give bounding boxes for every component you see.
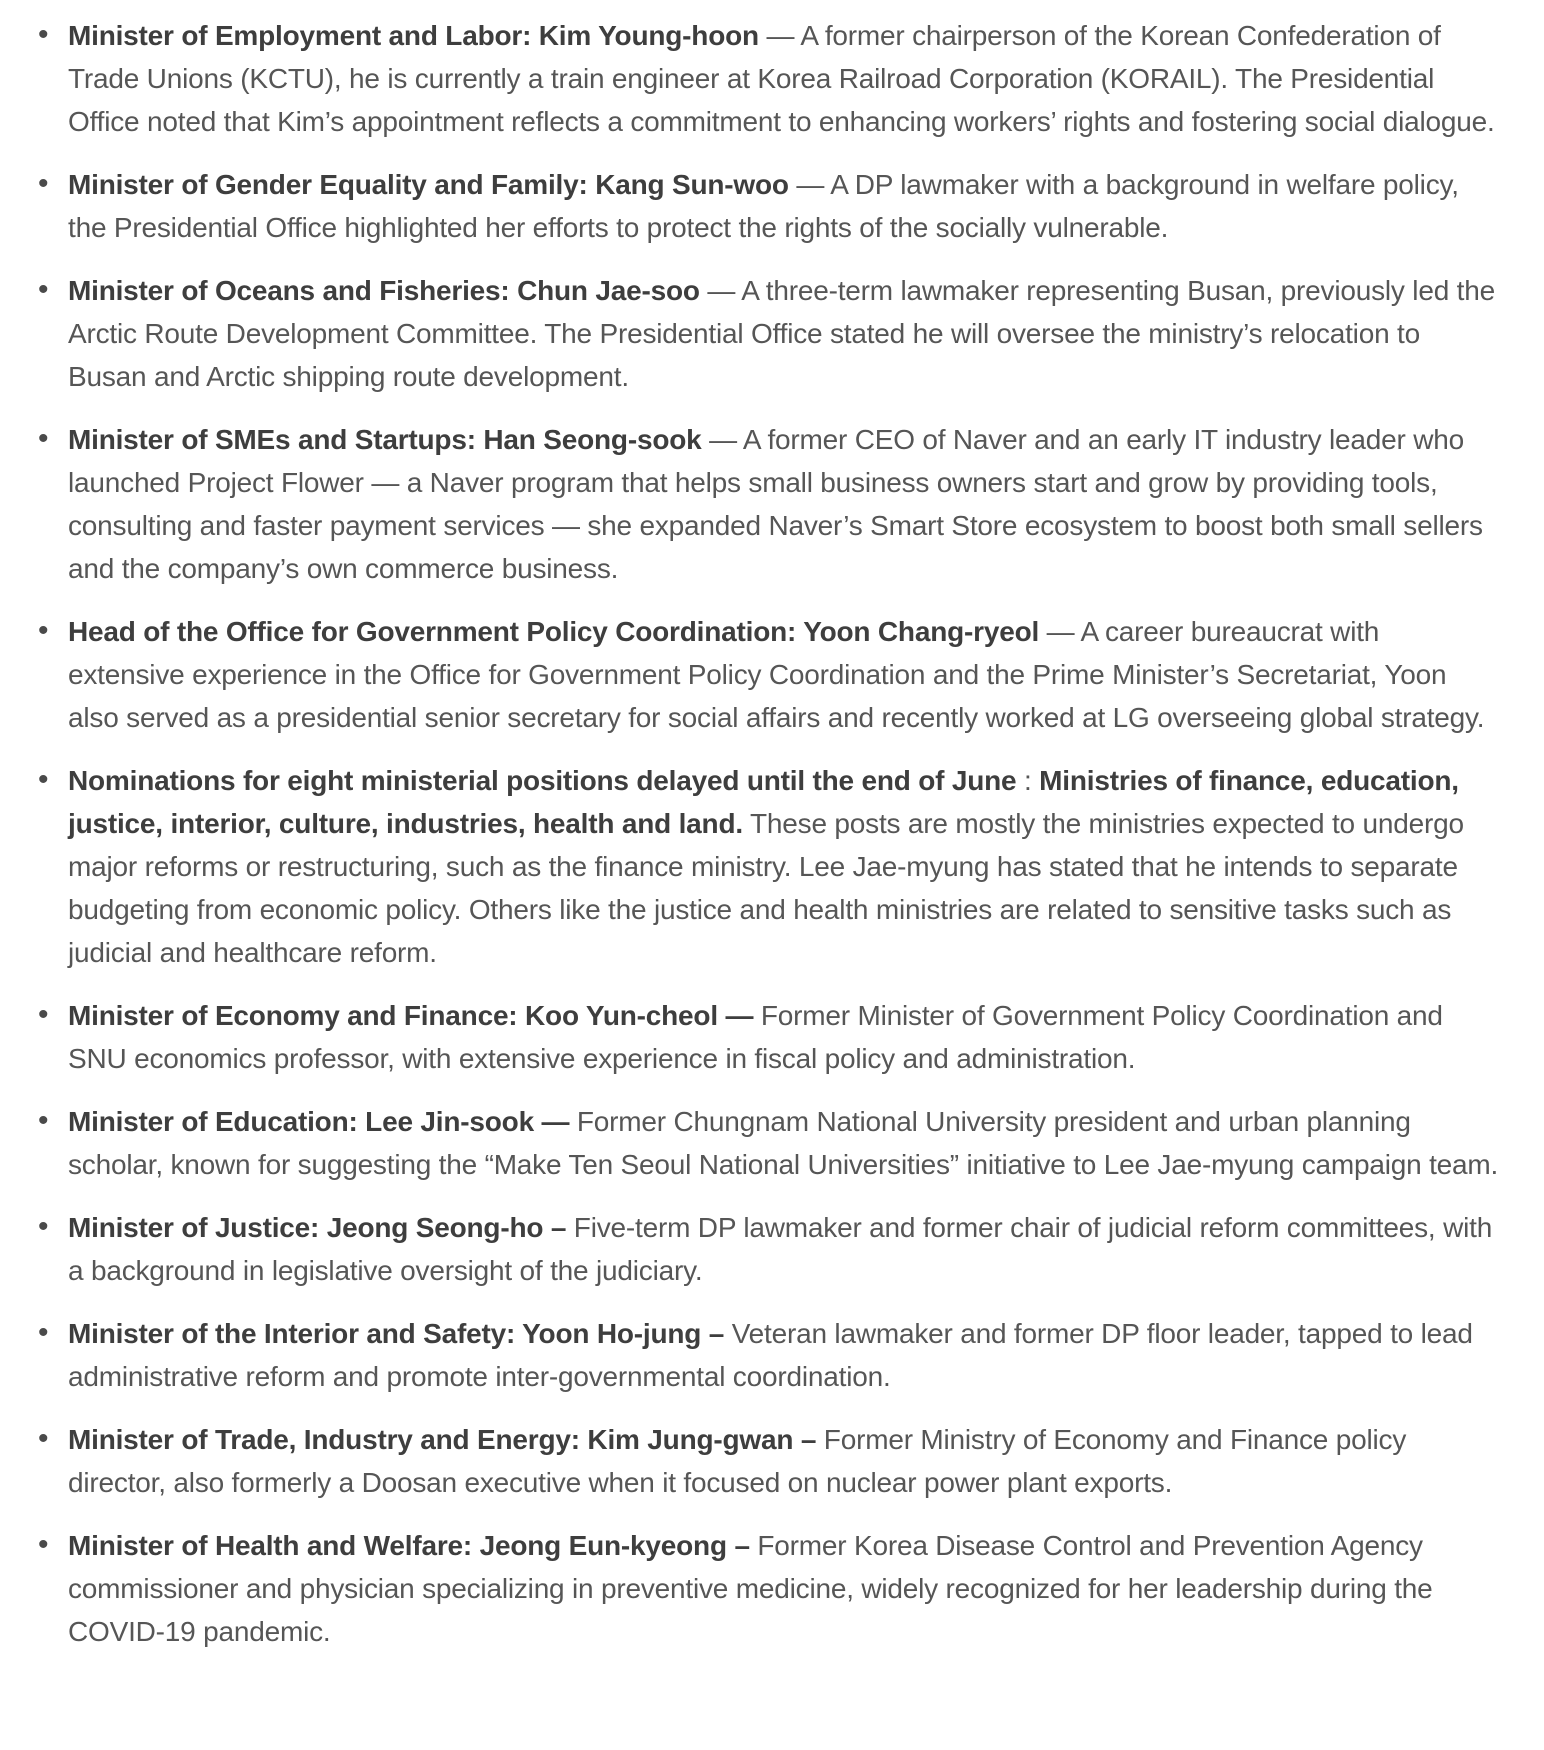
list-item	[68, 269, 1500, 398]
item-body-text: Former Ministry of Economy and Finance policy director, also formerly a Doosan executive when it focused on nuclear power plant exports.	[68, 1424, 1407, 1498]
item-lead-bold: Minister of Justice: Jeong Seong-ho –	[68, 1212, 567, 1243]
list-item	[68, 1524, 1500, 1653]
list-item	[68, 418, 1500, 590]
item-lead-bold: Minister of Oceans and Fisheries: Chun Jae-soo	[68, 275, 700, 306]
item-lead-bold: Minister of Economy and Finance: Koo Yun-cheol —	[68, 1000, 754, 1031]
item-lead-bold: Head of the Office for Government Policy Coordination: Yoon Chang-ryeol	[68, 616, 1040, 647]
item-body-text: Veteran lawmaker and former DP floor leader, tapped to lead administrative reform and promote inter-governmental coordination.	[68, 1318, 1473, 1392]
list-item	[68, 163, 1500, 249]
item-body-text: :	[1016, 765, 1040, 796]
list-item	[68, 1100, 1500, 1186]
item-body-text: — A three-term lawmaker representing Busan, previously led the Arctic Route Development Committee. The Presidential Office stated he will oversee the ministry’s relocation to Busan and Arctic shipping route development.	[68, 275, 1495, 392]
item-lead-bold: Minister of Health and Welfare: Jeong Eun-kyeong –	[68, 1530, 750, 1561]
item-body-text: — A former chairperson of the Korean Confederation of Trade Unions (KCTU), he is currently a train engineer at Korea Railroad Corporation (KORAIL). The Presidential Office noted that Kim’s appointment reflects a commitment to enhancing workers’ rights and fostering social dialogue.	[68, 20, 1495, 137]
item-lead-bold: Minister of Trade, Industry and Energy: Kim Jung-gwan –	[68, 1424, 817, 1455]
item-body-text: Former Minister of Government Policy Coordination and SNU economics professor, with extensive experience in fiscal policy and administration.	[68, 1000, 1443, 1074]
list-item	[68, 14, 1500, 143]
list-item	[68, 994, 1500, 1080]
item-lead-bold: Minister of Employment and Labor: Kim Young-hoon	[68, 20, 759, 51]
item-body-text: — A former CEO of Naver and an early IT industry leader who launched Project Flower — a Naver program that helps small business owners start and grow by providing tools, consulting and faster payment services — she expanded Naver’s Smart Store ecosystem to boost both small sellers and the company’s own commerce business.	[68, 424, 1483, 584]
list-item	[68, 1418, 1500, 1504]
item-body-text: Five-term DP lawmaker and former chair of judicial reform committees, with a background in legislative oversight of the judiciary.	[68, 1212, 1493, 1286]
list-item	[68, 759, 1500, 974]
item-lead-bold: Minister of Gender Equality and Family: Kang Sun-woo	[68, 169, 789, 200]
list-item	[68, 1206, 1500, 1292]
item-body-text: These posts are mostly the ministries expected to undergo major reforms or restructuring, such as the finance ministry. Lee Jae-myung has stated that he intends to separate budgeting from economic policy. Others like the justice and health ministries are related to sensitive tasks such as judicial and healthcare reform.	[68, 808, 1464, 968]
ministers-list	[68, 14, 1500, 1653]
list-item	[68, 610, 1500, 739]
item-body-text: Former Korea Disease Control and Prevention Agency commissioner and physician specializing in preventive medicine, widely recognized for her leadership during the COVID-19 pandemic.	[68, 1530, 1433, 1647]
item-lead-bold: Ministries of finance, education, justice, interior, culture, industries, health and land.	[68, 765, 1459, 839]
item-lead-bold: Minister of Education: Lee Jin-sook —	[68, 1106, 570, 1137]
list-item	[68, 1312, 1500, 1398]
item-lead-bold: Minister of the Interior and Safety: Yoon Ho-jung –	[68, 1318, 725, 1349]
item-lead-bold: Nominations for eight ministerial positions delayed until the end of June	[68, 765, 1017, 796]
item-body-text: — A DP lawmaker with a background in welfare policy, the Presidential Office highlighted her efforts to protect the rights of the socially vulnerable.	[68, 169, 1459, 243]
item-lead-bold: Minister of SMEs and Startups: Han Seong-sook	[68, 424, 702, 455]
item-body-text: Former Chungnam National University president and urban planning scholar, known for suggesting the “Make Ten Seoul National Universities” initiative to Lee Jae-myung campaign team.	[68, 1106, 1499, 1180]
item-body-text: — A career bureaucrat with extensive experience in the Office for Government Policy Coordination and the Prime Minister’s Secretariat, Yoon also served as a presidential senior secretary for social affairs and recently worked at LG overseeing global strategy.	[68, 616, 1485, 733]
